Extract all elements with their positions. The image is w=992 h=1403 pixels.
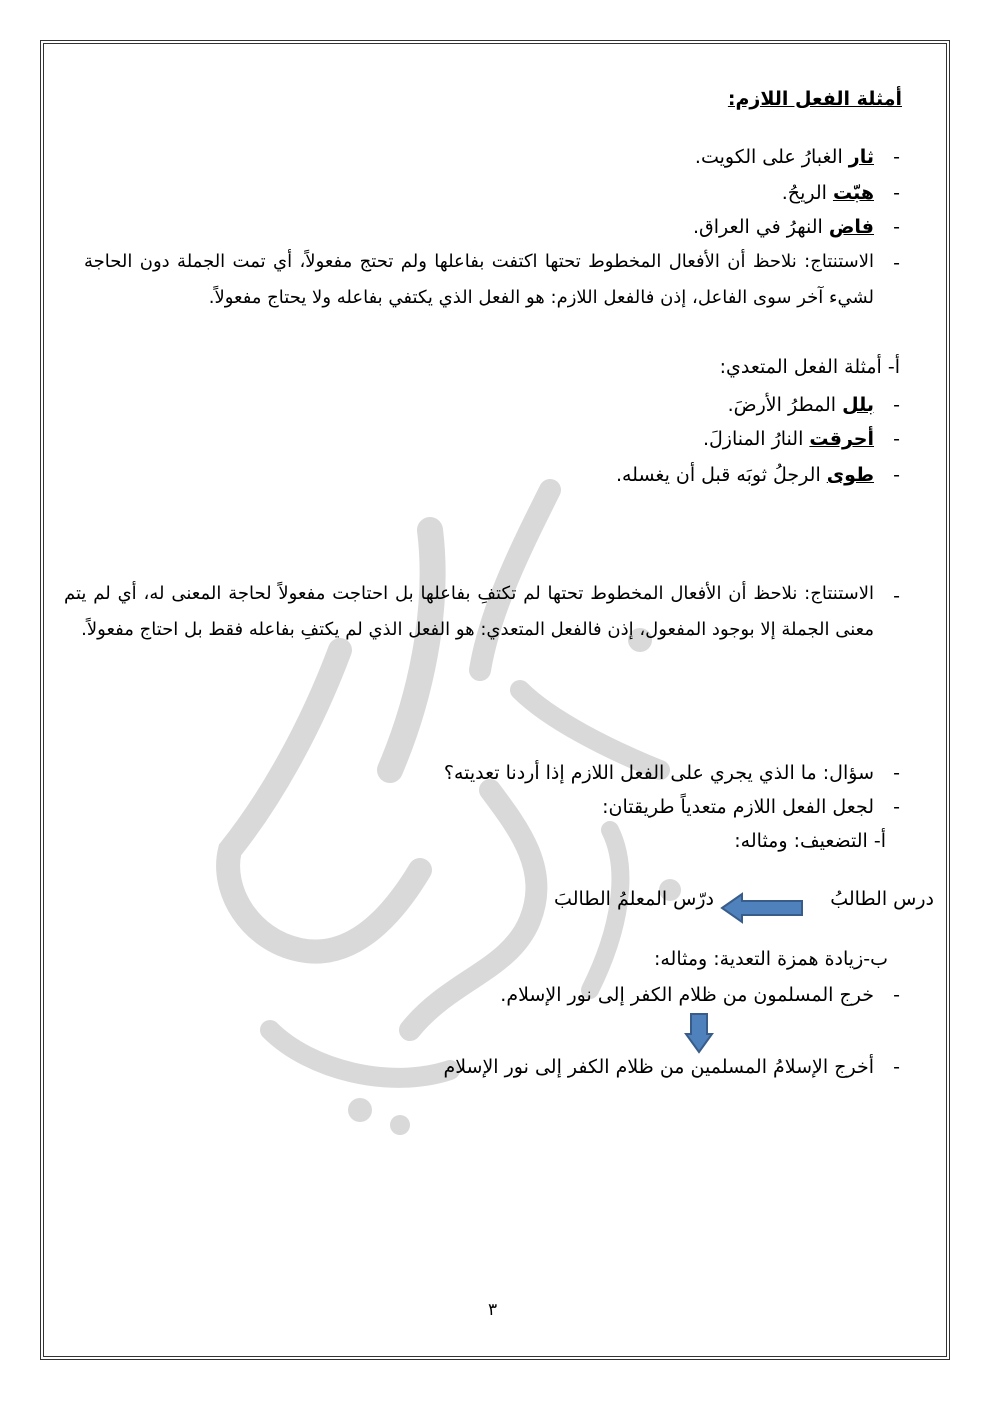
bullet-dash: - [893, 182, 900, 204]
example-rest: النهرُ في العراق. [693, 216, 829, 238]
transitive-example-3 [616, 462, 874, 488]
transitive-example-1 [728, 392, 874, 418]
intransitive-example-3 [693, 214, 874, 240]
intransitive-example-2 [782, 180, 874, 206]
example-a-from: درس الطالبُ [830, 888, 934, 910]
example-rest: المطرُ الأرضَ. [727, 394, 843, 416]
example-verb: فاض [828, 216, 874, 238]
page-number: ٣ [488, 1300, 498, 1320]
transitive-heading: أ- أمثلة الفعل المتعدي: [719, 356, 900, 378]
example-b-to: أخرج الإسلامُ المسلمين من ظلام الكفر إلى نور الإسلام [443, 1056, 874, 1078]
bullet-dash: - [893, 252, 900, 274]
example-rest: النارُ المنازلَ. [702, 428, 810, 450]
example-b-from: خرج المسلمون من ظلام الكفر إلى نور الإسلام. [500, 984, 874, 1006]
bullet-dash: - [893, 146, 900, 168]
bullet-dash: - [893, 216, 900, 238]
answer-text: لجعل الفعل اللازم متعدياً طريقتان: [602, 796, 874, 818]
bullet-dash: - [893, 394, 900, 416]
bullet-dash: - [893, 428, 900, 450]
example-a-to: درّس المعلمُ الطالبَ [554, 888, 714, 910]
example-rest: الرجلُ ثوبَه قبل أن يغسله. [615, 464, 827, 486]
bullet-dash: - [893, 762, 900, 784]
intransitive-example-1 [695, 144, 874, 170]
example-verb: هبّت [832, 182, 874, 204]
example-rest: الريحُ. [781, 182, 833, 204]
method-b-label: ب-زيادة همزة التعدية: ومثاله: [653, 948, 888, 970]
example-verb: بلل [842, 394, 874, 416]
bullet-dash: - [893, 984, 900, 1006]
transitive-example-2 [703, 426, 874, 452]
bullet-dash: - [893, 1056, 900, 1078]
method-a-label: أ- التضعيف: ومثاله: [734, 830, 886, 852]
example-rest: الغبارُ على الكويت. [694, 146, 849, 168]
example-verb: طوى [826, 464, 874, 486]
bullet-dash: - [893, 585, 900, 607]
example-verb: أحرقت [809, 428, 874, 450]
example-verb: ثار [848, 146, 874, 168]
arrow-left-icon [720, 892, 804, 924]
page-heading: أمثلة الفعل اللازم: [727, 88, 902, 110]
conclusion-transitive: الاستنتاج: نلاحظ أن الأفعال المخطوط تحتها لم تكتفِ بفاعلها بل احتاجت مفعولاً لحاجة المعنى له، أي لم يتم معنى الجملة إلا بوجود المفعول، إذن فالفعل المتعدي: هو الفعل الذي لم يكتفِ بفاعله فقط بل احتاج مفعولاً. [64, 583, 874, 640]
bullet-dash: - [893, 796, 900, 818]
conclusion-intransitive: الاستنتاج: نلاحظ أن الأفعال المخطوط تحتها اكتفت بفاعلها ولم تحتج مفعولاً، أي تمت الجملة دون الحاجة لشيء آخر سوى الفاعل، إذن فالفعل اللازم: هو الفعل الذي يكتفي بفاعله ولا يحتاج مفعولاً. [84, 251, 874, 308]
question-text: سؤال: ما الذي يجري على الفعل اللازم إذا أردنا تعديته؟ [443, 762, 874, 784]
arrow-down-icon [684, 1012, 714, 1054]
bullet-dash: - [893, 464, 900, 486]
